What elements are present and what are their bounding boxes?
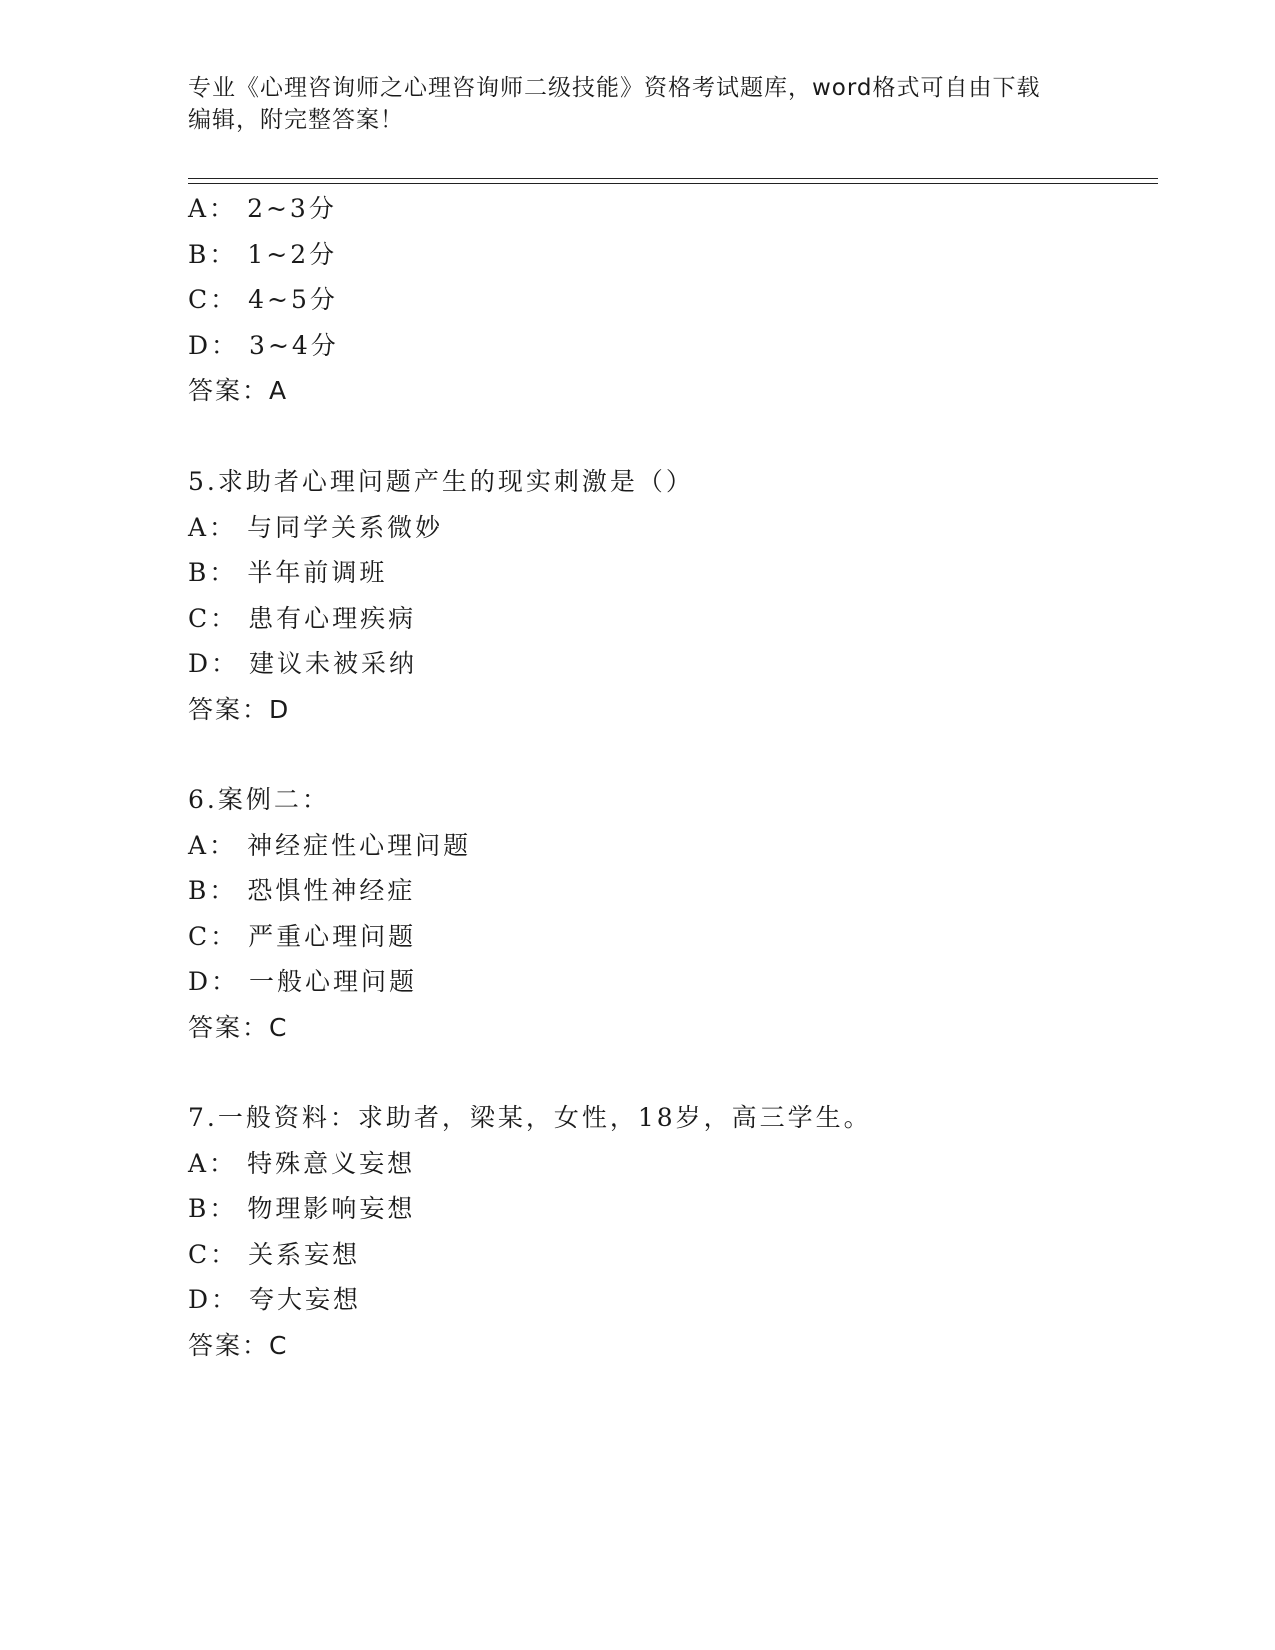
option-text: 建议未被采纳	[249, 649, 418, 679]
option-letter: C：	[188, 1239, 239, 1269]
option-text: 患有心理疾病	[248, 603, 417, 633]
question-text: 5.求助者心理问题产生的现实刺激是（）	[188, 467, 694, 496]
answer-line: 答案：A	[188, 376, 289, 406]
option-text: 神经症性心理问题	[247, 830, 472, 860]
option-letter: A：	[188, 512, 238, 542]
option-text: 严重心理问题	[248, 921, 417, 951]
option-text: 与同学关系微妙	[247, 512, 444, 542]
question-block-5	[188, 459, 1168, 733]
option-b	[188, 1186, 1168, 1232]
option-text: 夸大妄想	[249, 1285, 362, 1315]
option-c	[188, 596, 1168, 642]
option-letter: B：	[188, 876, 238, 906]
option-b	[188, 232, 1168, 278]
option-letter: C：	[188, 603, 239, 633]
option-c	[188, 277, 1168, 323]
document-header	[188, 72, 1088, 136]
option-text: 物理影响妄想	[247, 1194, 416, 1224]
option-text: 一般心理问题	[249, 967, 418, 997]
option-letter: C：	[188, 285, 239, 315]
option-text: 特殊意义妄想	[247, 1148, 416, 1178]
option-letter: A：	[188, 194, 238, 223]
option-c	[188, 1232, 1168, 1278]
header-line-1: 专业《心理咨询师之心理咨询师二级技能》资格考试题库，word格式可自由下载	[188, 75, 1041, 101]
option-letter: D：	[188, 649, 240, 679]
header-line-2: 编辑，附完整答案！	[188, 107, 404, 133]
option-text: 1~2分	[247, 239, 338, 269]
option-c	[188, 914, 1168, 960]
option-a	[188, 186, 1168, 232]
question-text: 7.一般资料：求助者，梁某，女性，18岁，高三学生。	[188, 1103, 872, 1132]
option-text: 3~4分	[249, 330, 339, 360]
answer-line: 答案：D	[188, 694, 291, 724]
option-d	[188, 323, 1168, 369]
option-text: 关系妄想	[248, 1239, 361, 1269]
option-letter: D：	[188, 967, 240, 997]
option-b	[188, 550, 1168, 596]
option-a	[188, 1141, 1168, 1187]
option-text: 2~3分	[247, 194, 337, 223]
option-letter: B：	[188, 558, 238, 588]
option-d	[188, 641, 1168, 687]
answer-line: 答案：C	[188, 1012, 289, 1042]
option-d	[188, 959, 1168, 1005]
option-b	[188, 868, 1168, 914]
header-divider-bottom	[188, 183, 1158, 184]
option-text: 恐惧性神经症	[247, 876, 416, 906]
option-a	[188, 823, 1168, 869]
option-d	[188, 1277, 1168, 1323]
question-block-7	[188, 1095, 1168, 1369]
option-letter: B：	[188, 1194, 238, 1224]
option-letter: B：	[188, 239, 238, 269]
question-block-4-continued	[188, 186, 1168, 414]
header-divider-top	[188, 178, 1158, 179]
answer-line: 答案：C	[188, 1330, 289, 1360]
option-letter: A：	[188, 830, 238, 860]
option-text: 4~5分	[248, 285, 338, 315]
question-block-6	[188, 777, 1168, 1051]
option-letter: D：	[188, 330, 240, 360]
option-letter: D：	[188, 1285, 240, 1315]
option-a	[188, 505, 1168, 551]
option-text: 半年前调班	[247, 558, 388, 588]
question-text: 6.案例二：	[188, 785, 330, 814]
option-letter: A：	[188, 1148, 238, 1178]
option-letter: C：	[188, 921, 239, 951]
